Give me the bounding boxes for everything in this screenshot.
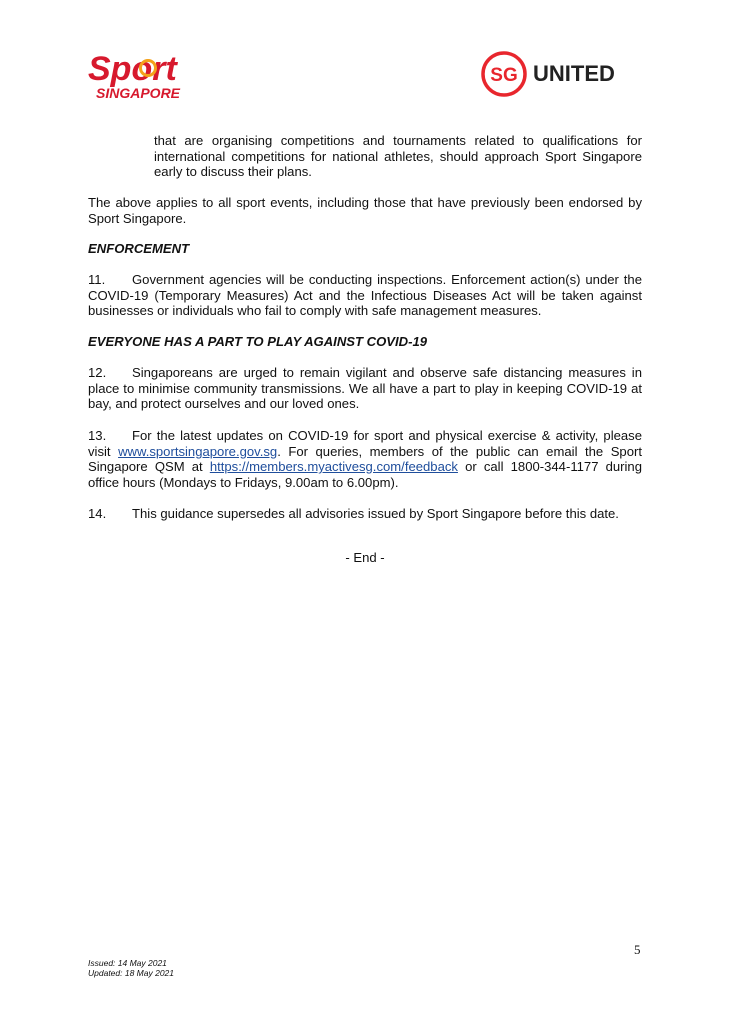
paragraph-number: 12. — [88, 365, 107, 380]
paragraph-number: 11. — [88, 272, 106, 287]
paragraph-13 — [88, 428, 642, 490]
paragraph-12 — [88, 365, 642, 412]
sg-united-logo — [480, 50, 650, 98]
sportsingapore-link[interactable]: www.sportsingapore.gov.sg — [118, 443, 278, 459]
paragraph-continued: that are organising competitions and tournaments related to qualifications for international competitions for national athletes, should approach Sport Singapore early to discuss their plans. — [154, 133, 642, 180]
paragraph-14 — [88, 506, 642, 522]
sport-logo-word: Sport — [88, 50, 177, 88]
heading-everyone: EVERYONE HAS A PART TO PLAY AGAINST COVID-19 — [88, 334, 428, 349]
footer-updated: Updated: 18 May 2021 — [88, 968, 175, 978]
paragraph-applies: The above applies to all sport events, including those that have previously been endorsed by Sport Singapore. — [88, 195, 642, 226]
sg-united-word: UNITED — [533, 61, 615, 86]
sg-badge-text: SG — [490, 65, 518, 86]
paragraph-13-text-a: For the latest updates on COVID-19 for sport and physical exercise & activity, please visit — [88, 428, 642, 459]
sport-logo-subtitle: SINGAPORE — [96, 85, 181, 101]
sport-singapore-logo — [86, 48, 206, 104]
feedback-link[interactable]: https://members.myactivesg.com/feedback — [209, 459, 458, 475]
heading-enforcement: ENFORCEMENT — [88, 241, 190, 256]
paragraph-number: 14. — [88, 506, 107, 521]
paragraph-11 — [88, 272, 642, 319]
end-marker: - End - — [345, 550, 385, 565]
paragraph-12-text: Singaporeans are urged to remain vigilant and observe safe distancing measures in place to minimise community transmissions. We all have a part to play in keeping COVID-19 at bay, and protect ourselves and our loved ones. — [88, 365, 642, 412]
paragraph-11-text: Government agencies will be conducting inspections. Enforcement action(s) under the COVID-19 (Temporary Measures) Act and the Infectious Diseases Act will be taken against businesses or individuals who fail to comply with safe management measures. — [88, 272, 642, 319]
page-number: 5 — [634, 942, 641, 957]
paragraph-number: 13. — [88, 428, 107, 443]
paragraph-13-text-c: or call 1800-344-1177 during office hours (Mondays to Fridays, 9.00am to 6.00pm). — [88, 459, 642, 490]
paragraph-13-text-b: . For queries, members of the public can email the Sport Singapore QSM at — [88, 443, 642, 475]
footer-issued: Issued: 14 May 2021 — [88, 958, 167, 968]
paragraph-14-text: This guidance supersedes all advisories issued by Sport Singapore before this date. — [132, 506, 619, 521]
